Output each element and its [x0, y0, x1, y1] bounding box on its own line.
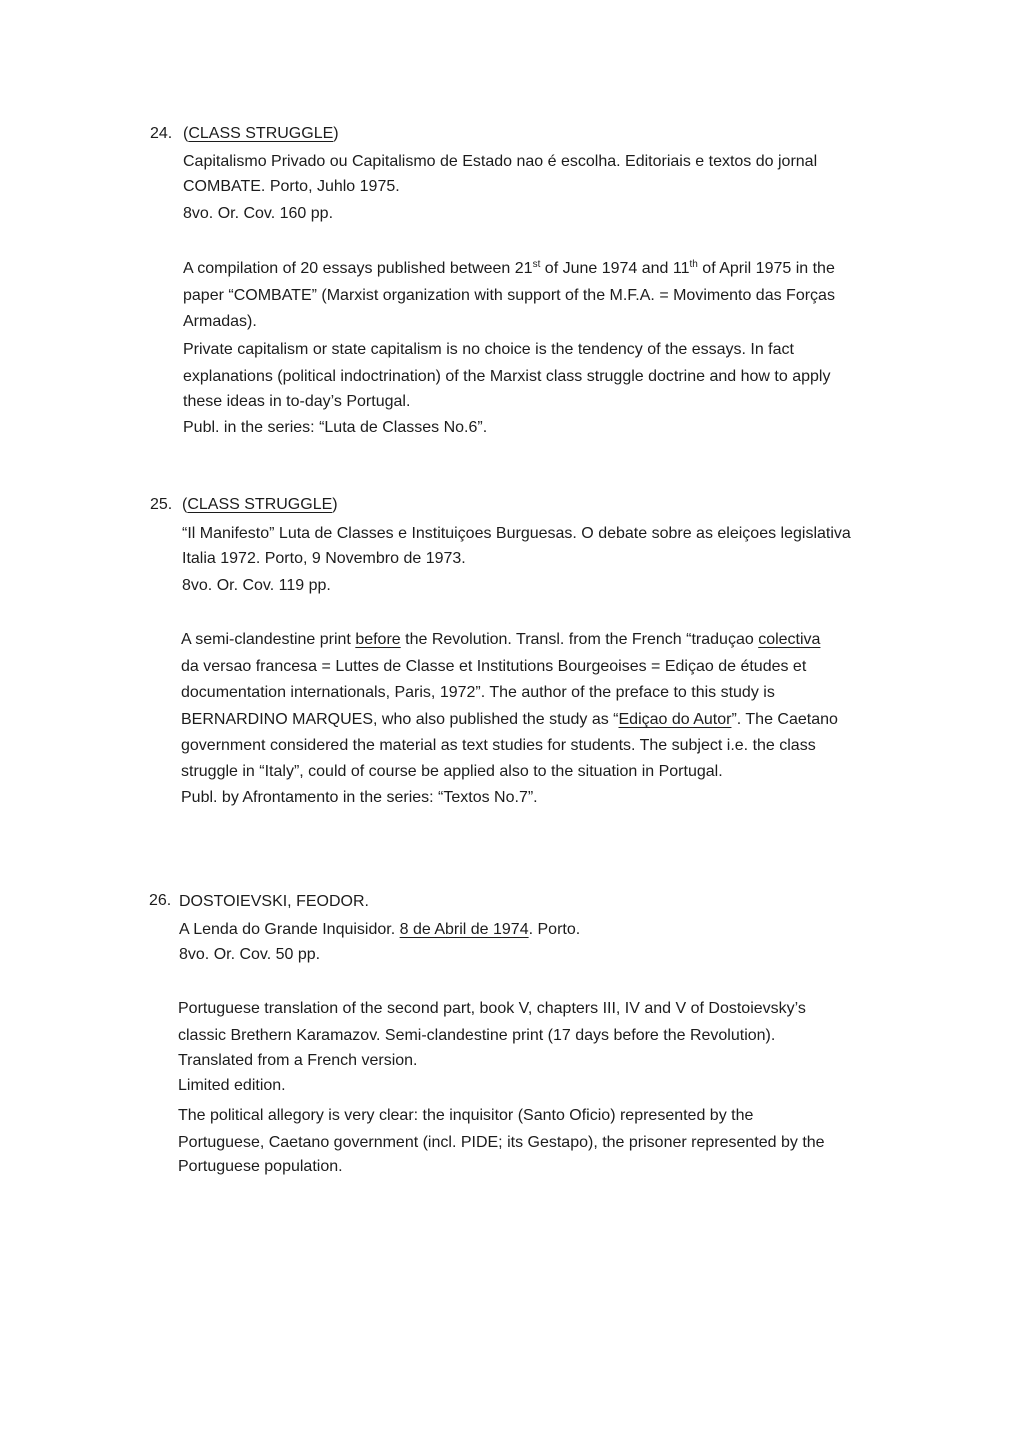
entry-format: 8vo. Or. Cov. 119 pp. — [182, 577, 331, 594]
entry-description-line: The political allegory is very clear: the inquisitor (Santo Oficio) represented by the — [178, 1107, 754, 1124]
entry-number: 24. — [150, 125, 173, 142]
entry-number: 25. — [150, 496, 173, 513]
entry-description-line: Portuguese population. — [178, 1158, 343, 1175]
entry-format: 8vo. Or. Cov. 160 pp. — [183, 205, 334, 222]
entry-description-line: Private capitalism or state capitalism is no choice is the tendency of the essays. In fact — [183, 341, 794, 358]
entry-title: Capitalismo Privado ou Capitalismo de Estado nao é escolha. Editoriais e textos do jornal — [183, 153, 818, 170]
entry-description-line: government considered the material as text studies for students. The subject i.e. the class — [181, 737, 816, 754]
entry-description-line: explanations (political indoctrination) of the Marxist class struggle doctrine and how to apply — [183, 368, 831, 385]
entry-title: “Il Manifesto” Luta de Classes e Instituiçoes Burguesas. O debate sobre as eleiçoes legislativa — [182, 525, 851, 542]
entry-description-line: these ideas in to-day’s Portugal. — [183, 393, 411, 410]
entry-description: A semi-clandestine print before the Revolution. Transl. from the French “traduçao colectiva — [181, 631, 821, 648]
entry-description: Portuguese translation of the second part, book V, chapters III, IV and V of Dostoievsky’s — [178, 1000, 806, 1017]
entry-description-line: Armadas). — [183, 313, 257, 330]
entry-description-line: struggle in “Italy”, could of course be applied also to the situation in Portugal. — [181, 763, 723, 780]
entry-description-line: BERNARDINO MARQUES, who also published the study as “Ediçao do Autor”. The Caetano — [181, 711, 838, 728]
entry-description-line: Limited edition. — [178, 1077, 286, 1094]
entry-series: Publ. in the series: “Luta de Classes No.6”. — [183, 419, 488, 436]
entry-title: A Lenda do Grande Inquisidor. 8 de Abril de 1974. Porto. — [179, 921, 581, 938]
entry-description-line: documentation internationals, Paris, 1972”. The author of the preface to this study is — [181, 684, 775, 701]
entry-description-line: Translated from a French version. — [178, 1052, 418, 1069]
entry-title-cont: Italia 1972. Porto, 9 Novembro de 1973. — [182, 550, 466, 567]
entry-description-line: Portuguese, Caetano government (incl. PIDE; its Gestapo), the prisoner represented by the — [178, 1134, 825, 1151]
entry-series: Publ. by Afrontamento in the series: “Textos No.7”. — [181, 789, 538, 806]
entry-heading: DOSTOIEVSKI, FEODOR. — [179, 893, 369, 910]
entry-description-line: paper “COMBATE” (Marxist organization with support of the M.F.A. = Movimento das Forças — [183, 287, 835, 304]
entry-description-line: da versao francesa = Luttes de Classe et Institutions Bourgeoises = Ediçao de études et — [181, 658, 807, 675]
entry-description: A compilation of 20 essays published between 21st of June 1974 and 11th of April 1975 in the — [183, 259, 835, 277]
entry-title-cont: COMBATE. Porto, Juhlo 1975. — [183, 178, 400, 195]
entry-heading: (CLASS STRUGGLE) — [182, 496, 338, 513]
entry-format: 8vo. Or. Cov. 50 pp. — [179, 946, 321, 963]
entry-heading: (CLASS STRUGGLE) — [183, 125, 339, 142]
entry-description-line: classic Brethern Karamazov. Semi-clandestine print (17 days before the Revolution). — [178, 1027, 776, 1044]
entry-number: 26. — [149, 892, 172, 909]
